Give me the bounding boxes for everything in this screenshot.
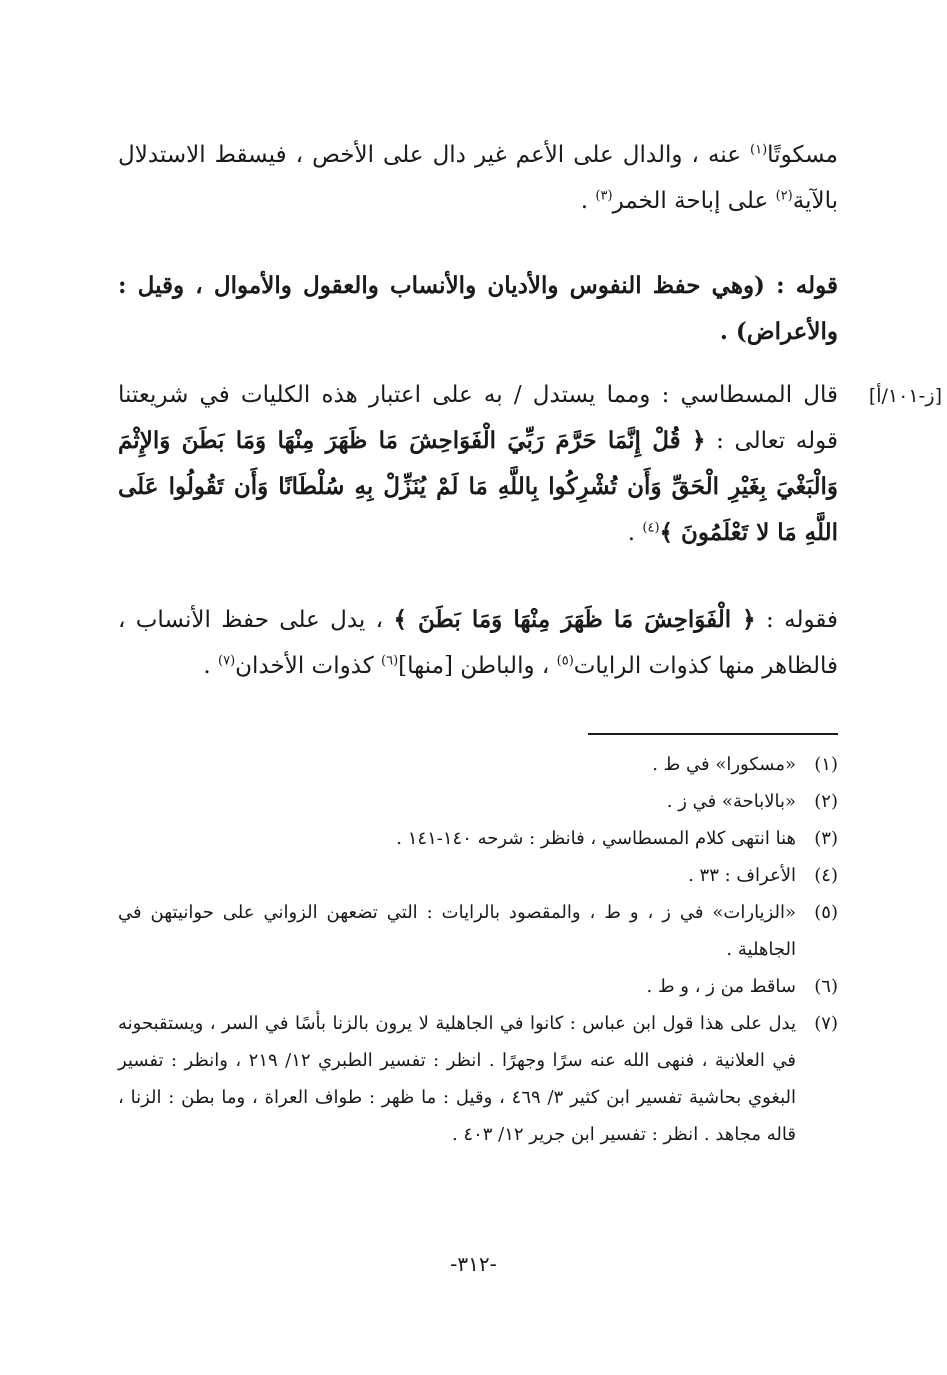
- footnote-6: [118, 968, 838, 1005]
- footnote-marker-3: (٣): [595, 188, 613, 204]
- paragraph-3: [118, 372, 838, 556]
- paragraph-text: على إباحة الخمر: [612, 188, 776, 214]
- paragraph-text: ، يدل على حفظ الأنساب ، فالظاهر منها كذوات الرايات: [118, 607, 838, 679]
- footnote-number: (١): [814, 754, 838, 775]
- footnote-text: «الزيارات» في ز ، و ط ، والمقصود بالرايات : التي تضعهن الزواني على حوانيتهن في الجاهلية .: [118, 902, 796, 960]
- paragraph-text: مسكوتًا: [767, 142, 838, 168]
- footnote-marker-7: (٧): [218, 653, 236, 669]
- manuscript-folio-reference: [ز-١٠١/أ]: [868, 385, 942, 407]
- footnote-number: (٧): [814, 1013, 838, 1034]
- footnote-number: (٥): [814, 902, 838, 923]
- footnote-marker-6: (٦): [381, 653, 399, 669]
- footnote-7: [118, 1005, 838, 1153]
- footnote-number: (٣): [814, 828, 838, 849]
- footnote-text: ساقط من ز ، و ط .: [646, 976, 796, 997]
- footnote-3: [118, 820, 838, 857]
- footnote-marker-1: (١): [750, 142, 768, 158]
- paragraph-text: فقوله :: [755, 607, 838, 633]
- footnote-marker-5: (٥): [556, 653, 574, 669]
- paragraph-text: .: [203, 653, 219, 679]
- paragraph-text: .: [627, 520, 643, 546]
- footnote-5: [118, 894, 838, 968]
- quran-verse: ﴿ قُلْ إِنَّمَا حَرَّمَ رَبِّيَ الْفَوَاحِشَ مَا ظَهَرَ مِنْهَا وَمَا بَطَنَ وَالإِثْمَ وَالْبَغْيَ بِغَيْرِ الْحَقِّ وَأَن تُشْرِكُوا بِاللَّهِ مَا لَمْ يُنَزِّلْ بِهِ سُلْطَانًا وَأَن تَقُولُوا عَلَى اللَّهِ مَا لا تَعْلَمُونَ ﴾: [118, 427, 838, 546]
- quran-verse: ﴿ الْفَوَاحِشَ مَا ظَهَرَ مِنْهَا وَمَا بَطَنَ ﴾: [393, 606, 756, 633]
- footnote-4: [118, 857, 838, 894]
- footnote-text: يدل على هذا قول ابن عباس : كانوا في الجاهلية لا يرون بالزنا بأسًا في السر ، ويستقبحونه في العلانية ، فنهى الله عنه سرًا وجهرًا . انظر : تفسير الطبري ١٢/ ٢١٩ ، وانظر : تفسير البغوي بحاشية تفسير ابن كثير ٣/ ٤٦٩ ، وقيل : ما ظهر : طواف العراة ، وما بطن : الزنا ، قاله مجاهد . انظر : تفسير ابن جرير ١٢/ ٤٠٣ .: [118, 1013, 796, 1145]
- paragraph-text: قوله : (وهي حفظ النفوس والأديان والأنساب والعقول والأموال ، وقيل : والأعراض) .: [118, 272, 838, 345]
- footnote-2: [118, 783, 838, 820]
- paragraph-text: كذوات الأخدان: [235, 653, 382, 679]
- paragraph-2-quote: [118, 263, 838, 355]
- paragraph-1: [118, 132, 838, 224]
- paragraph-text: عنه ، والدال على الأعم غير دال على الأخص ، فيسقط الاستدلال بالآية: [118, 142, 838, 214]
- paragraph-text: ، والباطن [منها]: [398, 653, 557, 679]
- footnote-divider: [588, 733, 838, 735]
- paragraph-4: [118, 597, 838, 689]
- page-number: -٣١٢-: [450, 1252, 497, 1276]
- footnote-1: [118, 746, 838, 783]
- footnotes-section: [118, 746, 838, 1153]
- footnote-number: (٢): [814, 791, 838, 812]
- footnote-number: (٦): [814, 976, 838, 997]
- footnote-text: هنا انتهى كلام المسطاسي ، فانظر : شرحه ١٤٠-١٤١ .: [396, 828, 796, 849]
- paragraph-text: .: [580, 188, 596, 214]
- footnote-text: «بالاباحة» في ز .: [666, 791, 796, 812]
- footnote-marker-2: (٢): [775, 188, 793, 204]
- paragraph-text: قال المسطاسي : ومما يستدل / به على اعتبار هذه الكليات في شريعتنا قوله تعالى :: [118, 382, 838, 454]
- footnote-marker-4: (٤): [642, 520, 660, 536]
- footnote-text: «مسكورا» في ط .: [652, 754, 796, 775]
- footnote-number: (٤): [814, 865, 838, 886]
- footnote-text: الأعراف : ٣٣ .: [688, 865, 796, 886]
